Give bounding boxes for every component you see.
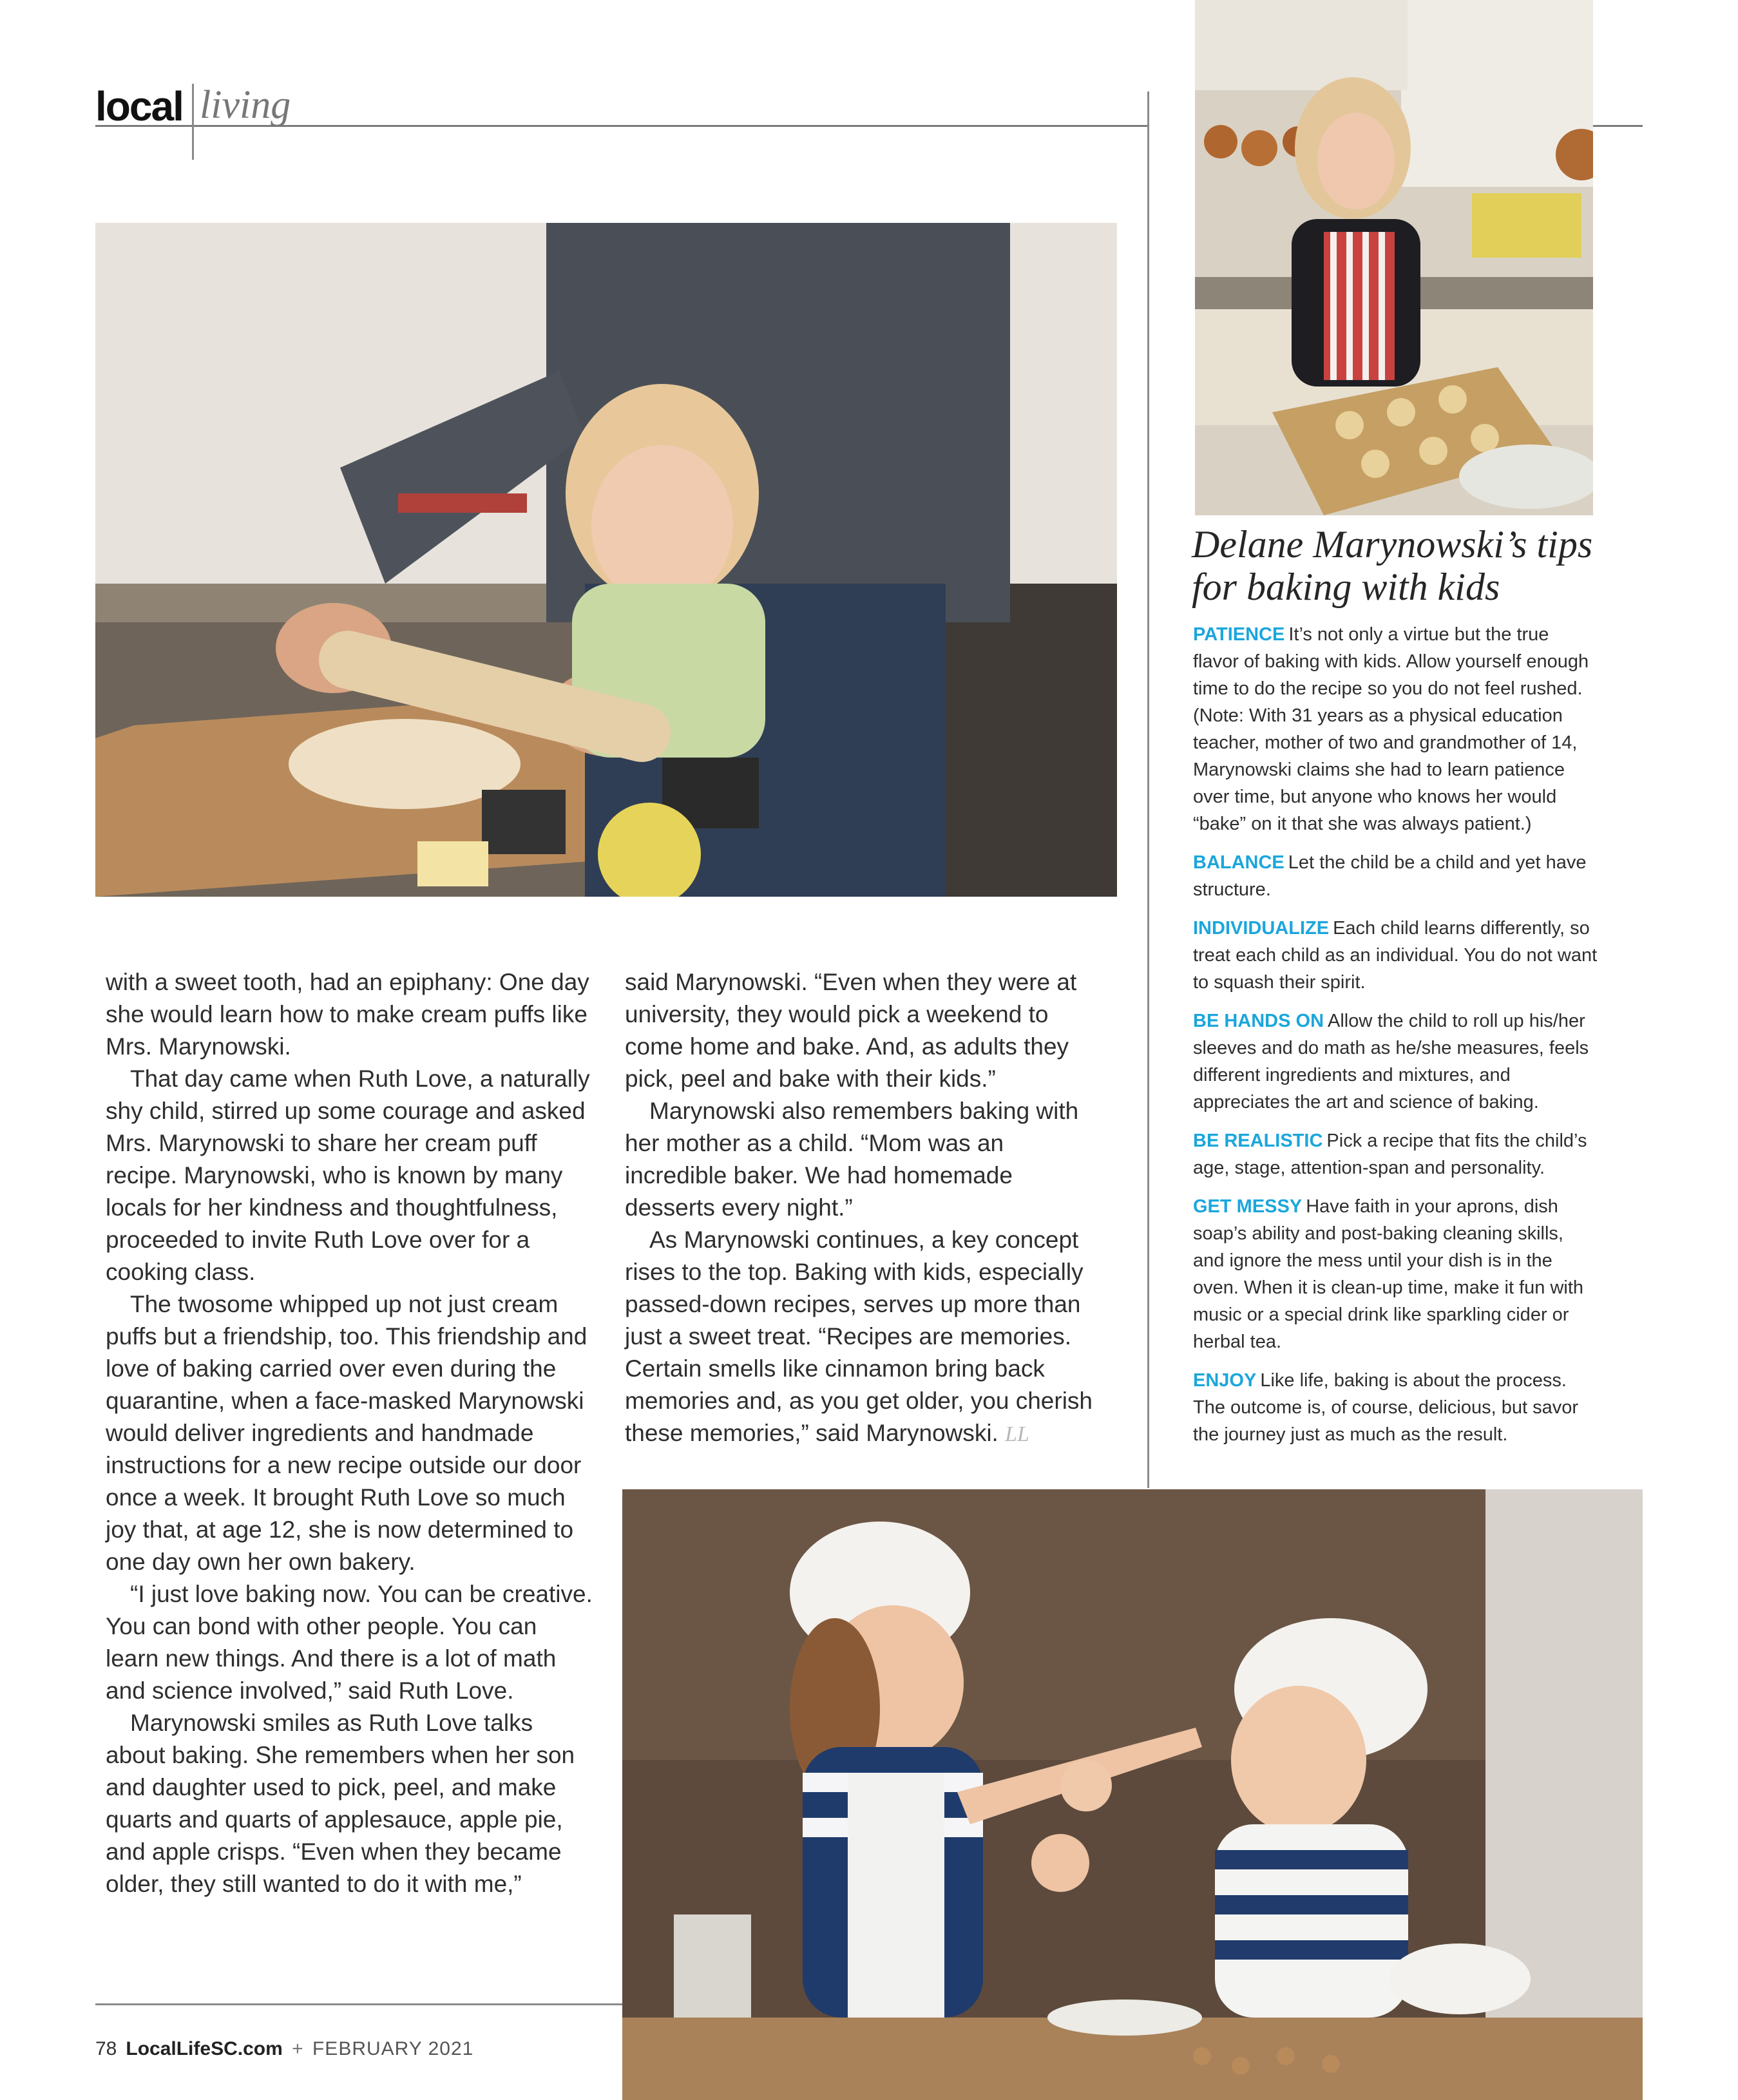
tip-item bbox=[1193, 1367, 1599, 1448]
column-divider bbox=[1147, 91, 1149, 1488]
footer-separator: + bbox=[292, 2038, 303, 2059]
photo-delane-marynowski bbox=[1195, 0, 1593, 515]
photo-kids-chef-hats bbox=[622, 1489, 1643, 2100]
tip-heading: PATIENCE bbox=[1193, 624, 1285, 645]
tip-item bbox=[1193, 1127, 1599, 1181]
article-paragraph: Marynowski also remembers baking with her mother as a child. “Mom was an incredible baker. We had homemade desserts every night.” bbox=[625, 1098, 1079, 1221]
tip-heading: GET MESSY bbox=[1193, 1196, 1303, 1217]
article-paragraph: The twosome whipped up not just cream puffs but a friendship, too. This friendship and love of baking carried over even during the quarantine, when a face-masked Marynowski would deliver ingredients and handmade instructions for a new recipe outside our door once a week. It brought Ruth Love so much joy that, at age 12, she is now determined to one day own her own bakery. bbox=[106, 1291, 587, 1575]
tip-heading: BALANCE bbox=[1193, 852, 1284, 873]
tip-heading: BE REALISTIC bbox=[1193, 1131, 1323, 1151]
page-number: 78 bbox=[95, 2038, 117, 2059]
article-paragraph bbox=[625, 1224, 1095, 1451]
tip-text: Pick a recipe that fits the child’s age, stage, attention-span and personality. bbox=[1193, 1131, 1587, 1178]
end-mark: LL bbox=[1005, 1422, 1029, 1446]
tip-text: Like life, baking is about the process. The outcome is, of course, delicious, but savor the journey just as much as the result. bbox=[1193, 1370, 1579, 1445]
footer-rule bbox=[95, 2003, 622, 2005]
tip-heading: BE HANDS ON bbox=[1193, 1011, 1324, 1031]
footer-site-link[interactable]: LocalLifeSC.com bbox=[126, 2038, 283, 2059]
brand-logo: local bbox=[95, 83, 183, 129]
tip-text: Each child learns differently, so treat each child as an individual. You do not want to squash their spirit. bbox=[1193, 918, 1598, 993]
article-paragraph: That day came when Ruth Love, a naturally shy child, stirred up some courage and asked Mrs. Marynowski to share her cream puff recipe. Marynowski, who is known by many locals for her kindness and thoughtfulness, proceeded to invite Ruth Love over for a cooking class. bbox=[106, 1065, 590, 1285]
tip-item bbox=[1193, 849, 1599, 903]
article-paragraph: with a sweet tooth, had an epiphany: One day she would learn how to make cream puffs like Mrs. Marynowski. bbox=[106, 969, 589, 1060]
tip-item bbox=[1193, 1007, 1599, 1116]
tip-heading: ENJOY bbox=[1193, 1370, 1257, 1391]
tip-heading: INDIVIDUALIZE bbox=[1193, 918, 1330, 939]
article-paragraph: “I just love baking now. You can be creative. You can bond with other people. You can learn new things. And there is a lot of math and science involved,” said Ruth Love. bbox=[106, 1581, 593, 1704]
article-paragraph: said Marynowski. “Even when they were at university, they would pick a weekend to come home and bake. And, as adults they pick, peel and bake with their kids.” bbox=[625, 969, 1077, 1092]
tip-text: It’s not only a virtue but the true flavor of baking with kids. Allow yourself enough time to do the recipe so you do not feel rushed. (Note: With 31 years as a physical education teacher, mother of two and grandmother of 14, Marynowski claims she had to learn patience over time, but anyone who knows her would “bake” on it that she was always patient.) bbox=[1193, 624, 1589, 834]
article-column-right bbox=[625, 966, 1095, 1451]
tip-text: Have faith in your aprons, dish soap’s ability and post-baking cleaning skills, and ignore the mess until your dish is in the oven. When it is clean-up time, make it fun with music or a special drink like sparkling cider or herbal tea. bbox=[1193, 1196, 1584, 1352]
article-paragraph-text: As Marynowski continues, a key concept rises to the top. Baking with kids, especially passed-down recipes, serves up more than just a sweet treat. “Recipes are memories. Certain smells like cinnamon bring back memories and, as you get older, you cherish these memories,” said Marynowski. bbox=[625, 1227, 1093, 1446]
page-footer bbox=[95, 2038, 473, 2060]
tip-item bbox=[1193, 621, 1599, 837]
header-rule-right bbox=[1591, 125, 1643, 127]
issue-date: FEBRUARY 2021 bbox=[312, 2038, 474, 2059]
brand-divider bbox=[192, 84, 194, 160]
tips-list bbox=[1193, 621, 1599, 1460]
tip-item bbox=[1193, 1193, 1599, 1355]
tip-text: Allow the child to roll up his/her sleeves and do math as he/she measures, feels different ingredients and mixtures, and appreciates the art and science of baking. bbox=[1193, 1011, 1589, 1112]
photo-rolling-dough bbox=[95, 223, 1117, 897]
article-paragraph: Marynowski smiles as Ruth Love talks about baking. She remembers when her son and daughter used to pick, peel, and make quarts and quarts of applesauce, apple pie, and apple crisps. “Even when they became older, they still wanted to do it with me,” bbox=[106, 1710, 575, 1897]
sidebar-title: Delane Marynowski’s tips for baking with kids bbox=[1192, 523, 1593, 608]
tip-text: Let the child be a child and yet have structure. bbox=[1193, 852, 1587, 900]
article-column-left bbox=[106, 966, 593, 1900]
tip-item bbox=[1193, 915, 1599, 996]
section-name: living bbox=[200, 83, 291, 127]
